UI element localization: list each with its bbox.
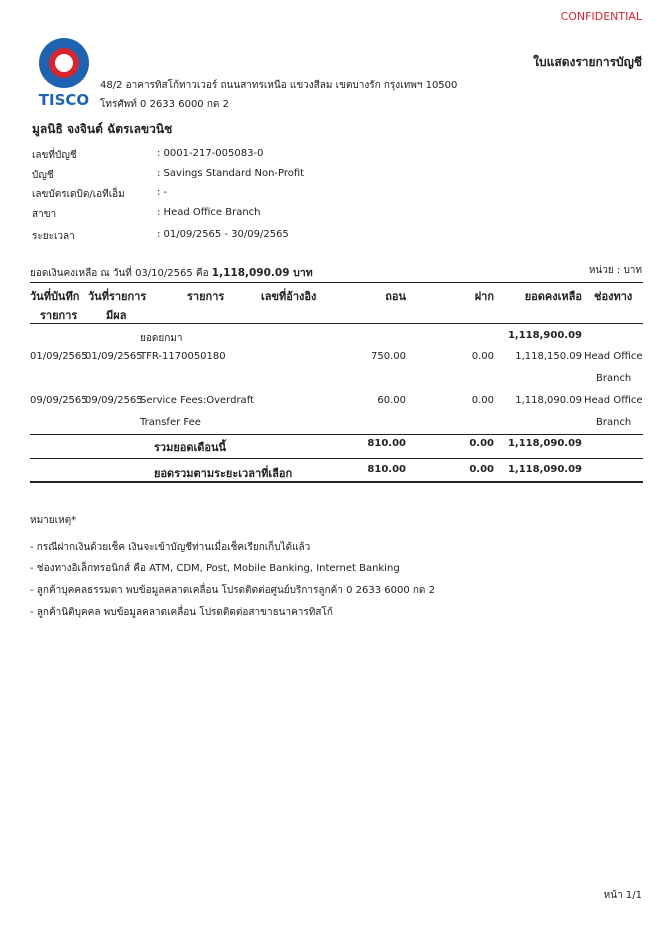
row2-withdraw: 60.00 <box>377 395 406 406</box>
period-value: : 01/09/2565 - 30/09/2565 <box>157 229 289 240</box>
brought-forward-label: ยอดยกมา <box>140 333 183 344</box>
row1-description: TFR-1170050180 <box>140 351 226 362</box>
unit-label: หน่วย : บาท <box>588 265 642 276</box>
table-top-rule <box>30 282 643 283</box>
table-header-rule <box>30 323 643 324</box>
rows-bottom-rule <box>30 434 643 435</box>
header-description: รายการ <box>187 290 225 303</box>
header-effective-date: วันที่รายการ <box>88 290 147 303</box>
row2-effective-date: 09/09/2565 <box>85 395 143 406</box>
row2-balance: 1,118,090.09 <box>515 395 582 406</box>
note-item: - ลูกค้านิติบุคคล พบข้อมูลคลาดเคลื่อน โปรดติดต่อสาขาธนาคารทิสโก้ <box>30 607 333 618</box>
header-deposit: ฝาก <box>474 290 494 303</box>
month-total-balance: 1,118,090.09 <box>507 438 582 449</box>
period-total-balance: 1,118,090.09 <box>507 464 582 475</box>
account-number-value: : 0001-217-005083-0 <box>157 148 264 159</box>
row2-description: Service Fees:Overdraft <box>140 395 254 406</box>
row1-record-date: 01/09/2565 <box>30 351 88 362</box>
row2-channel: Head Office <box>584 395 643 406</box>
bank-phone: โทรศัพท์ 0 2633 6000 กด 2 <box>100 99 229 110</box>
logo-text: TISCO <box>38 91 90 109</box>
branch-value: : Head Office Branch <box>157 207 261 218</box>
note-item: - กรณีฝากเงินด้วยเช็ค เงินจะเข้าบัญชีท่านเมื่อเช็คเรียกเก็บได้แล้ว <box>30 542 311 553</box>
account-type-value: : Savings Standard Non-Profit <box>157 168 305 179</box>
note-item: - ลูกค้าบุคคลธรรมดา พบข้อมูลคลาดเคลื่อน โปรดติดต่อศูนย์บริการลูกค้า 0 2633 6000 กด 2 <box>30 585 435 596</box>
document-title: ใบแสดงรายการบัญชี <box>533 55 642 69</box>
row2-channel-2: Branch <box>596 417 632 428</box>
header-reference: เลขที่อ้างอิง <box>261 290 317 303</box>
bank-address: 48/2 อาคารทิสโก้ทาวเวอร์ ถนนสาทรเหนือ แขวงสีลม เขตบางรัก กรุงเทพฯ 10500 <box>100 80 458 91</box>
row1-effective-date: 01/09/2565 <box>85 351 143 362</box>
tisco-logo <box>36 38 92 110</box>
month-total-withdraw: 810.00 <box>367 438 406 449</box>
balance-summary <box>30 264 313 281</box>
brought-forward-balance: 1,118,900.09 <box>507 330 582 341</box>
header-effective-date-2: มีผล <box>106 309 127 322</box>
row1-deposit: 0.00 <box>471 351 494 362</box>
header-record-date: วันที่บันทึก <box>30 290 80 303</box>
balance-prefix: ยอดเงินคงเหลือ ณ วันที่ 03/10/2565 คือ <box>30 268 209 279</box>
row1-channel-2: Branch <box>596 373 632 384</box>
card-number-label: เลขบัตรเดบิต/เอทีเอ็ม <box>32 189 125 200</box>
balance-amount: 1,118,090.09 บาท <box>211 267 313 279</box>
row1-channel: Head Office <box>584 351 643 362</box>
account-type-label: บัญชี <box>32 170 54 181</box>
row2-deposit: 0.00 <box>471 395 494 406</box>
account-number-label: เลขที่บัญชี <box>32 150 77 161</box>
header-balance: ยอดคงเหลือ <box>524 290 582 303</box>
period-total-label: ยอดรวมตามระยะเวลาที่เลือก <box>154 467 293 480</box>
table-bottom-rule <box>30 481 643 483</box>
account-holder: มูลนิธิ จงจินต์ ฉัตรเลขวนิช <box>32 122 173 136</box>
branch-label: สาขา <box>32 209 57 220</box>
period-total-withdraw: 810.00 <box>367 464 406 475</box>
month-total-deposit: 0.00 <box>469 438 494 449</box>
header-channel: ช่องทาง <box>594 290 633 303</box>
row2-description-2: Transfer Fee <box>140 417 201 428</box>
note-item: - ช่องทางอิเล็กทรอนิกส์ คือ ATM, CDM, Post, Mobile Banking, Internet Banking <box>30 563 400 574</box>
period-label: ระยะเวลา <box>32 231 75 242</box>
row1-balance: 1,118,150.09 <box>515 351 582 362</box>
month-total-label: รวมยอดเดือนนี้ <box>154 441 227 454</box>
page-number: หน้า 1/1 <box>603 890 642 901</box>
header-record-date-2: รายการ <box>40 309 78 322</box>
confidential-label: CONFIDENTIAL <box>560 10 642 23</box>
row1-withdraw: 750.00 <box>371 351 406 362</box>
notes-title: หมายเหตุ* <box>30 515 77 526</box>
header-withdraw: ถอน <box>385 290 406 303</box>
row2-record-date: 09/09/2565 <box>30 395 88 406</box>
card-number-value: : - <box>157 187 168 198</box>
month-total-rule <box>30 458 643 459</box>
period-total-deposit: 0.00 <box>469 464 494 475</box>
